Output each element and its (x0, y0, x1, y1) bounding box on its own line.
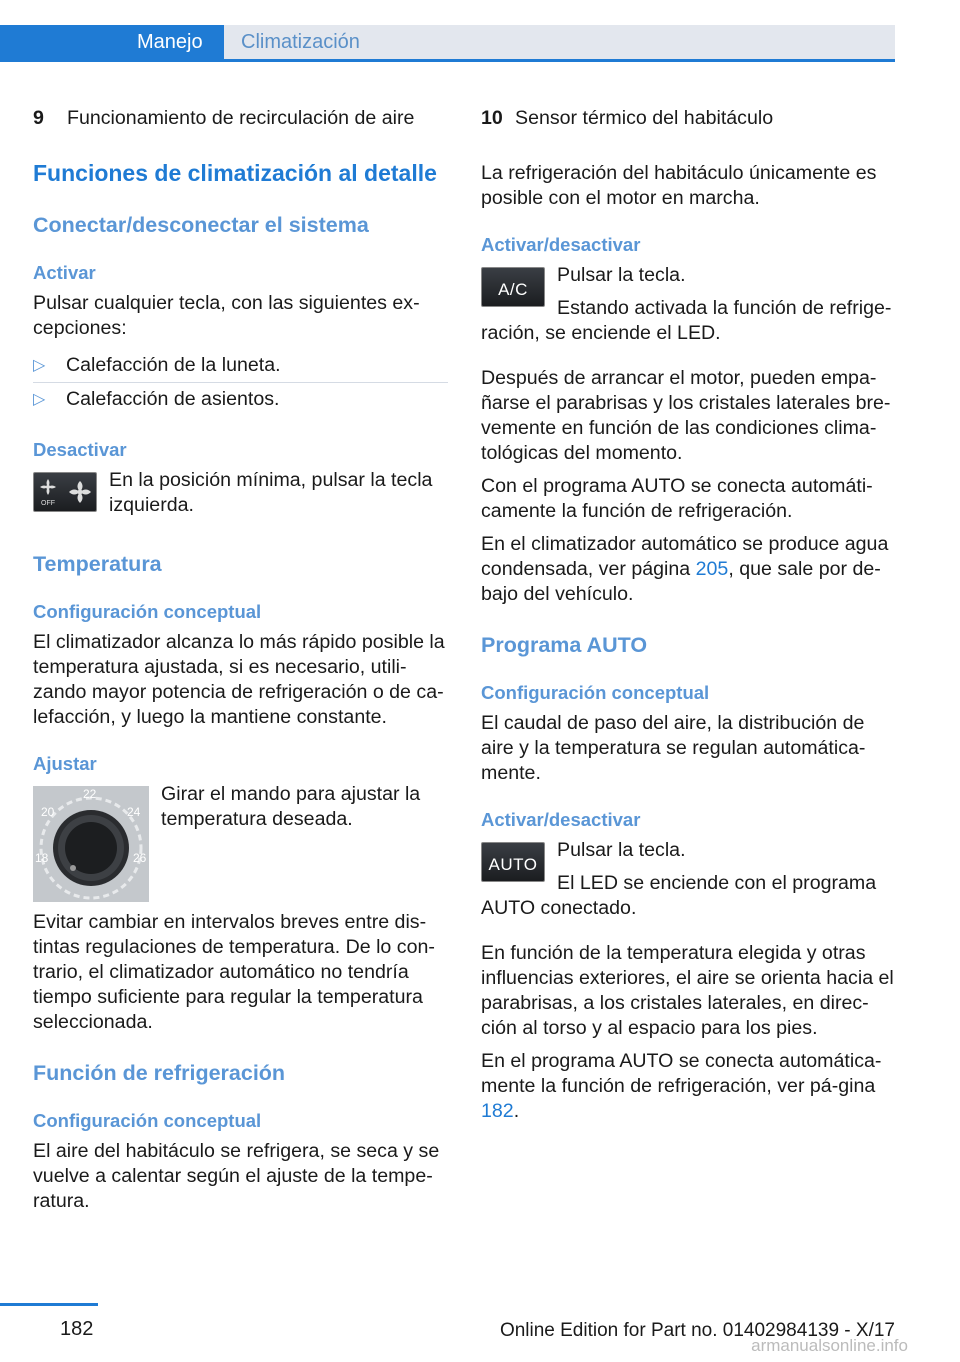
heading-temperatura: Temperatura (33, 552, 162, 576)
legend-item-10 (481, 106, 895, 131)
heading-act-desact-1: Activar/desactivar (481, 234, 641, 255)
heading-act-desact-2: Activar/desactivar (481, 809, 641, 830)
paragraph-funcion: En función de la temperatura elegida y otras influencias exteriores, el aire se orienta hacia el parabrisas, a los cristales laterales, en direc‐ción al torso y al espacio para los pies. (481, 942, 894, 1039)
triangle-bullet-icon: ▷ (33, 391, 46, 408)
ac-button-row (481, 263, 895, 366)
header-underline (0, 59, 895, 62)
paragraph-despues: Después de arrancar el motor, pueden empa‐ñarse el parabrisas y los cristales laterales bre‐vemente en función de las condiciones clima‐tológicas del momento. (481, 367, 891, 464)
heading-ajustar: Ajustar (33, 753, 97, 774)
auto-button-row (481, 838, 895, 941)
footer-line (0, 1303, 98, 1306)
paragraph-desactivar: En la posición mínima, pulsar la tecla izquierda. (109, 469, 433, 516)
off-button-row (33, 468, 448, 526)
page-link-205[interactable]: 205 (695, 558, 729, 580)
dial-tick: 24 (127, 805, 141, 819)
paragraph-led-2: El LED se enciende con el programa AUTO conectado. (481, 872, 877, 919)
list-item: ▷ Calefacción de asientos. (33, 388, 280, 410)
legend-item-9 (33, 106, 448, 131)
page-number: 182 (60, 1318, 94, 1340)
triangle-bullet-icon: ▷ (33, 357, 46, 374)
paragraph-evitar: Evitar cambiar en intervalos breves entre dis‐tintas regulaciones de temperatura. De lo con‐trario, el climatizador automático no tendría tiempo suficiente para regular la temperatura seleccionada. (33, 911, 435, 1033)
temperature-dial-image (33, 786, 149, 902)
paragraph-activar: Pulsar cualquier tecla, con las siguientes ex‐cepciones: (33, 292, 420, 339)
exceptions-list (33, 349, 448, 416)
page-header (0, 0, 895, 62)
paragraph-refrig-motor: La refrigeración del habitáculo únicamente es posible con el motor en marcha. (481, 162, 877, 209)
temperature-knob-icon (33, 786, 149, 902)
paragraph-ajustar: Girar el mando para ajustar la temperatura deseada. (161, 783, 421, 830)
heading-refrigeracion: Función de refrigeración (33, 1061, 286, 1085)
dial-tick: 18 (35, 851, 49, 865)
paragraph-pulsar-1: Pulsar la tecla. (557, 264, 686, 286)
heading-desactivar: Desactivar (33, 439, 127, 460)
heading-conectar: Conectar/desconectar el sistema (33, 213, 369, 237)
paragraph-config-1: El climatizador alcanza lo más rápido posible la temperatura ajustada, si es necesario, utili‐zando mayor potencia de refrigeración o de ca‐lefacción, y luego la mantiene constante. (33, 631, 445, 728)
heading-config-2: Configuración conceptual (33, 1110, 262, 1131)
edition-text: Online Edition for Part no. 01402984139 - X/17 (499, 1320, 895, 1341)
legend-number: 10 (481, 107, 503, 129)
ac-button-image (481, 267, 545, 307)
paragraph-programa: En el programa AUTO se conecta automática‐mente la función de refrigeración, ver pá‐gina 182. (481, 1050, 882, 1122)
dial-tick: 26 (133, 851, 147, 865)
heading-config-1: Configuración conceptual (33, 601, 262, 622)
paragraph-config-2: El aire del habitáculo se refrigera, se seca y se vuelve a calentar según el ajuste de la tempe‐ratura. (33, 1140, 440, 1212)
paragraph-caudal: El caudal de paso del aire, la distribución de aire y la temperatura se regulan automática‐mente. (481, 712, 866, 784)
paragraph-pulsar-2: Pulsar la tecla. (557, 839, 686, 861)
off-label: OFF (41, 500, 55, 507)
ac-label: A/C (498, 280, 528, 299)
fan-off-icon (34, 473, 96, 511)
paragraph-agua: En el climatizador automático se produce agua condensada, ver página 205, que sale por de‐bajo del vehículo. (481, 533, 889, 605)
legend-text: Sensor térmico del habitáculo (515, 107, 774, 129)
heading-programa-auto: Programa AUTO (481, 633, 648, 657)
heading-activar: Activar (33, 262, 96, 283)
legend-text: Funcionamiento de recirculación de aire (67, 107, 415, 129)
left-column (33, 106, 448, 1222)
dial-tick: 22 (83, 787, 97, 801)
paragraph-auto-conecta: Con el programa AUTO se conecta automáti‐camente la función de refrigeración. (481, 475, 873, 522)
heading-funciones: Funciones de climatización al detalle (33, 160, 437, 186)
right-column (481, 106, 895, 1132)
page-link-182[interactable]: 182 (481, 1100, 514, 1122)
heading-config-3: Configuración conceptual (481, 682, 710, 703)
dial-tick: 20 (41, 805, 55, 819)
off-fan-button-image (33, 472, 97, 512)
tab-climatizacion[interactable]: Climatización (241, 31, 360, 53)
tab-manejo-label[interactable]: Manejo (137, 31, 203, 53)
list-item: ▷ Calefacción de la luneta. (33, 349, 448, 383)
auto-button-image (481, 842, 545, 882)
dial-row (33, 782, 448, 910)
auto-label: AUTO (488, 855, 538, 874)
watermark: armanualsonline.info (751, 1336, 908, 1355)
paragraph-led-1: Estando activada la función de refrige‐ración, se enciende el LED. (481, 297, 892, 344)
legend-number: 9 (33, 107, 44, 129)
